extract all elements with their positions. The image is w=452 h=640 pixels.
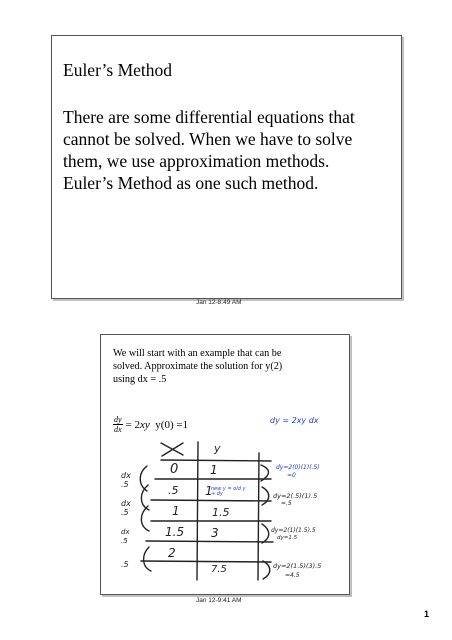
table-cell-y: 1.5 xyxy=(212,506,230,519)
table-cell-y: 1 xyxy=(210,463,218,477)
handwritten-note: dy=2(1.5)(3).5 xyxy=(273,562,322,570)
column-header-y: y xyxy=(214,442,221,455)
table-cell-y: 7.5 xyxy=(211,564,227,575)
handwritten-note: =0 xyxy=(287,472,296,479)
fraction-numerator: dy xyxy=(114,415,122,424)
slide-2-text-line: solved. Approximate the solution for y(2) xyxy=(113,361,283,372)
handwritten-note: .5 xyxy=(121,508,129,517)
slide-2-text-line: using dx = .5 xyxy=(113,374,167,385)
handwritten-note: dx xyxy=(121,471,131,480)
slide-1-title: Euler’s Method xyxy=(63,60,173,80)
table-cell-x: 0 xyxy=(170,462,179,477)
handwritten-note: dy=2(1)(1.5).5 xyxy=(271,527,316,534)
initial-condition: y(0) =1 xyxy=(155,418,189,431)
fraction-denominator: dx xyxy=(114,425,122,434)
page-number: 1 xyxy=(424,609,430,619)
table-cell-y: 3 xyxy=(211,526,219,540)
rhs-var: xy xyxy=(140,418,150,431)
table-cell-x: 1 xyxy=(172,504,180,518)
slide-1-timestamp: Jan 12-8:49 AM xyxy=(196,299,242,306)
handwritten-note: .5 xyxy=(121,560,129,569)
table-cell-x: 2 xyxy=(168,546,176,560)
handwritten-note: new y = old y + dy xyxy=(211,486,246,497)
handwritten-note: dy=2(0)(1)(.5) xyxy=(276,464,320,471)
slide-1-body-line: them, we use approximation methods. xyxy=(63,151,330,171)
handwritten-note: dx xyxy=(121,499,131,508)
slide-1-body-line: There are some differential equations that xyxy=(63,107,355,127)
handwritten-note: =4.5 xyxy=(285,572,300,579)
slide-1 xyxy=(51,35,402,299)
slide-1-body xyxy=(63,106,395,194)
table-cell-x: .5 xyxy=(168,484,179,497)
handwritten-note: dx xyxy=(121,528,130,536)
slide-2-text-line: We will start with an example that can be xyxy=(113,348,282,359)
handwritten-note: =.5 xyxy=(281,500,292,507)
handwritten-note: dy=2(.5)(1).5 xyxy=(273,492,318,500)
handwritten-note: .5 xyxy=(121,480,129,489)
table-cell-x: 1.5 xyxy=(165,525,185,539)
handwritten-note: .5 xyxy=(121,537,128,545)
table-cell-y: 1 xyxy=(205,484,213,498)
slide-2-timestamp: Jan 12-9:41 AM xyxy=(196,597,242,604)
handwritten-note: dy = 2xy dx xyxy=(270,416,319,425)
slide-1-body-line: cannot be solved. When we have to solve xyxy=(63,129,353,149)
handwritten-note: dy=1.5 xyxy=(277,535,298,541)
rhs-prefix: = 2 xyxy=(125,418,141,431)
slide-1-body-line: Euler’s Method as one such method. xyxy=(63,173,319,193)
slide-2 xyxy=(100,334,350,595)
